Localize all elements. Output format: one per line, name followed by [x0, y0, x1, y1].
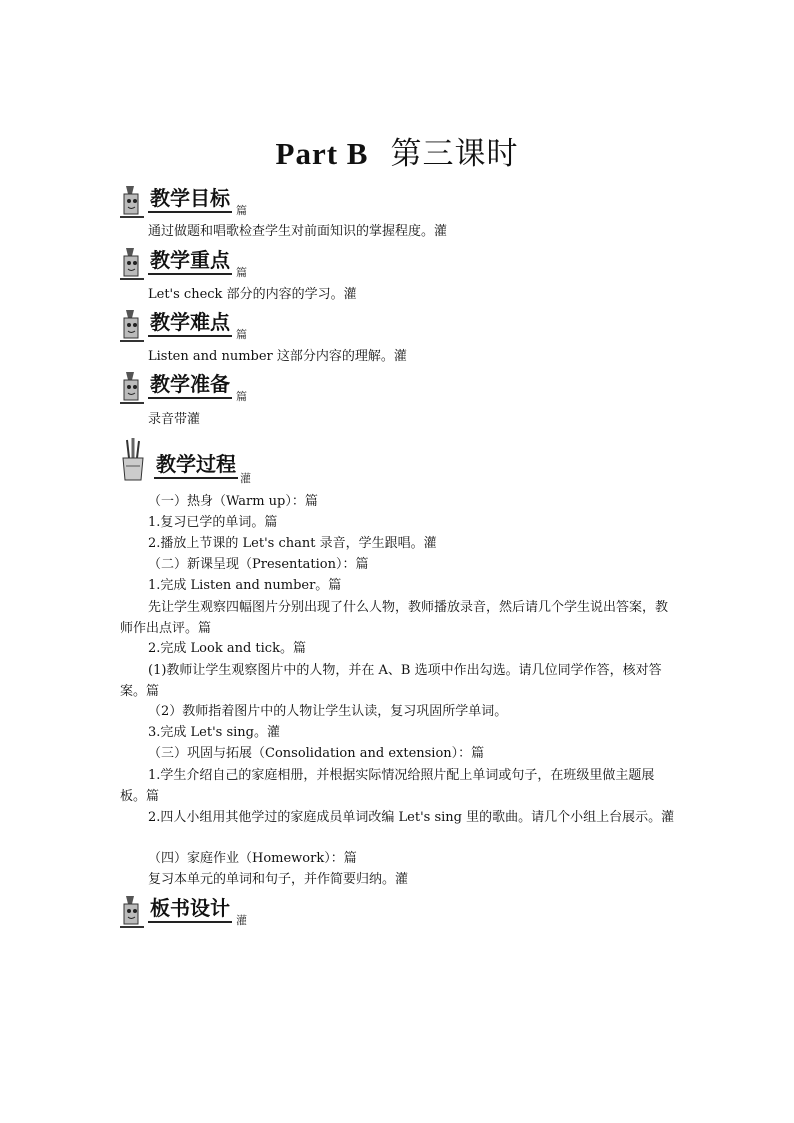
- process-line: （二）新课呈现（Presentation）：篇: [148, 557, 369, 572]
- section-header-preparation: [118, 370, 338, 410]
- difficulties-text: Listen and number 这部分内容的理解。灌: [148, 349, 407, 364]
- section-header-difficulties: [118, 308, 338, 348]
- process-line: （三）巩固与拓展（Consolidation and extension）：篇: [148, 746, 485, 761]
- section-label: 教学目标: [148, 186, 232, 213]
- process-line: 2.播放上节课的 Let's chant 录音，学生跟唱。灌: [148, 536, 437, 551]
- process-paragraph: 先让学生观察四幅图片分别出现了什么人物，教师播放录音，然后请几个学生说出答案，教师作出点评。篇: [120, 600, 669, 636]
- section-header-objectives: [118, 184, 338, 224]
- process-paragraph: 1.学生介绍自己的家庭相册，并根据实际情况给照片配上单词或句子，在班级里做主题展板。篇: [120, 768, 655, 804]
- section-header-board-design: [118, 894, 338, 934]
- process-line: （四）家庭作业（Homework）：篇: [148, 851, 357, 866]
- preparation-text: 录音带灌: [148, 412, 201, 427]
- page-title-english: Part B: [275, 136, 369, 171]
- pencil-mascot-icon: [118, 308, 146, 344]
- objectives-text: 通过做题和唱歌检查学生对前面知识的掌握程度。灌: [148, 224, 448, 239]
- page-title: [0, 128, 794, 173]
- process-line: （2）教师指着图片中的人物让学生认读，复习巩固所学单词。: [148, 704, 508, 719]
- section-label: 教学准备: [148, 372, 232, 399]
- section-label: 教学重点: [148, 248, 232, 275]
- process-line: 1.复习已学的单词。篇: [148, 515, 278, 530]
- process-line: 3.完成 Let's sing。灌: [148, 725, 280, 740]
- section-mark: 篇: [236, 204, 247, 217]
- section-label: 板书设计: [148, 896, 232, 923]
- section-label: 教学难点: [148, 310, 232, 337]
- section-header-key-points: [118, 246, 338, 286]
- section-mark: 篇: [236, 328, 247, 341]
- process-line: （一）热身（Warm up）：篇: [148, 494, 318, 509]
- section-mark: 灌: [240, 472, 251, 485]
- section-label: 教学过程: [154, 452, 238, 479]
- section-mark: 篇: [236, 266, 247, 279]
- process-line: 1.完成 Listen and number。篇: [148, 578, 342, 593]
- section-mark: 灌: [236, 914, 247, 927]
- process-line: 复习本单元的单词和句子，并作简要归纳。灌: [148, 872, 409, 887]
- pencil-mascot-icon: [118, 184, 146, 220]
- section-mark: 篇: [236, 390, 247, 403]
- process-line: 2.完成 Look and tick。篇: [148, 641, 306, 656]
- pencil-mascot-icon: [118, 370, 146, 406]
- pencil-mascot-icon: [118, 894, 146, 930]
- process-paragraph: (1)教师让学生观察图片中的人物，并在 A、B 选项中作出勾选。请几位同学作答，核对答案。篇: [120, 663, 662, 699]
- pencil-mascot-icon: [118, 246, 146, 282]
- key-points-text: Let's check 部分的内容的学习。灌: [148, 287, 357, 302]
- section-header-process: [118, 438, 338, 486]
- process-paragraph: 2.四人小组用其他学过的家庭成员单词改编 Let's sing 里的歌曲。请几个小组上台展示。灌: [148, 810, 675, 825]
- pencil-cup-icon: [118, 438, 148, 482]
- page-title-chinese: 第三课时: [390, 136, 519, 172]
